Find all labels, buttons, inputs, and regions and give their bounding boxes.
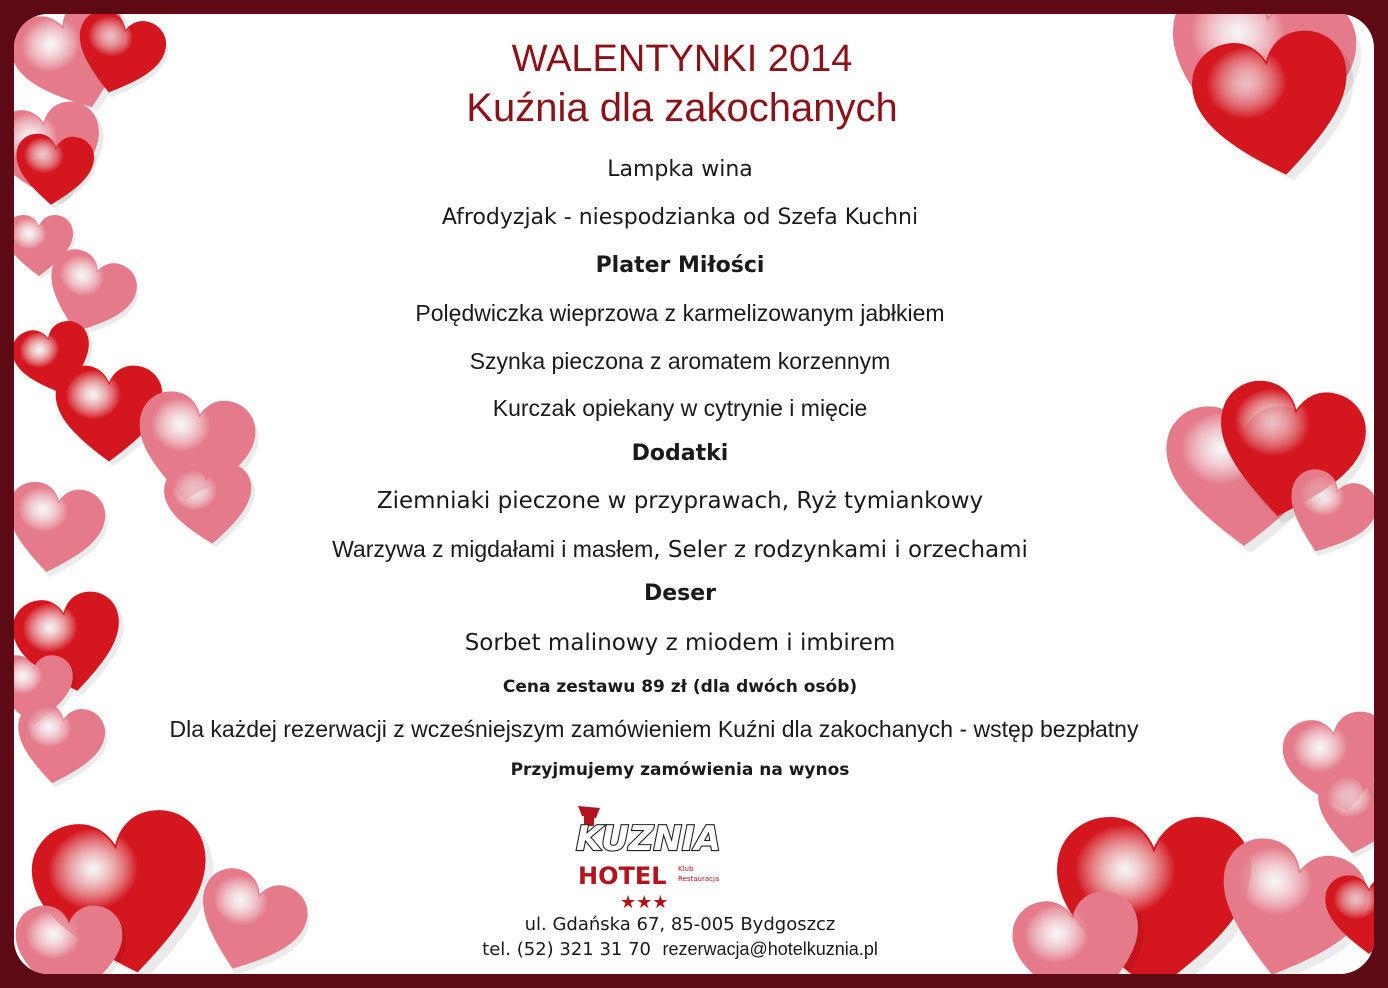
menu-starter: Afrodyzjak - niespodzianka od Szefa Kuchni: [441, 205, 919, 230]
contact-address: ul. Gdańska 67, 85-005 Bydgoszcz: [524, 914, 836, 935]
logo-hotel: HOTEL: [578, 862, 667, 890]
platter-item: Szynka pieczona z aromatem korzennym: [469, 348, 891, 374]
price-info: Cena zestawu 89 zł (dla dwóch osób): [502, 677, 858, 697]
dessert-item: Sorbet malinowy z miodem i imbirem: [464, 630, 896, 656]
sides-item: Warzywa z migdałami i masłem: [332, 536, 654, 562]
sides-item: , Seler z rodzynkami i orzechami: [653, 537, 1028, 563]
logo-name: KUZNIA: [576, 819, 721, 859]
contact-phone: tel. (52) 321 31 70: [482, 939, 651, 960]
section-heading-dessert: Deser: [643, 581, 717, 606]
logo-klub: Klub: [678, 865, 694, 873]
contact-line: [14, 939, 1360, 960]
takeaway-info: Przyjmujemy zamówienia na wynos: [510, 760, 850, 780]
page-subtitle: Kuźnia dla zakochanych: [466, 86, 898, 130]
sides-item-combined: [14, 536, 1360, 563]
contact-email: rezerwacja@hotelkuznia.pl: [662, 939, 878, 959]
hotel-logo: [574, 804, 734, 914]
logo-stars: ★★★: [620, 892, 669, 913]
section-heading-sides: Dodatki: [631, 441, 729, 466]
logo-restauracja: Restauracja: [678, 875, 720, 883]
platter-item: Kurczak opiekany w cytrynie i mięcie: [492, 395, 868, 421]
sides-item: Ziemniaki pieczone w przyprawach, Ryż tymiankowy: [376, 488, 984, 514]
page-title: WALENTYNKI 2014: [511, 38, 853, 80]
anvil-logo-icon: [574, 804, 734, 914]
menu-drink: Lampka wina: [607, 157, 753, 182]
platter-item: Polędwiczka wieprzowa z karmelizowanym jabłkiem: [415, 300, 945, 326]
menu-card: [14, 14, 1374, 974]
reservation-note: Dla każdej rezerwacji z wcześniejszym zamówieniem Kuźni dla zakochanych - wstęp bezpłatny: [169, 716, 1139, 742]
section-heading-platter: Plater Miłości: [595, 253, 765, 278]
